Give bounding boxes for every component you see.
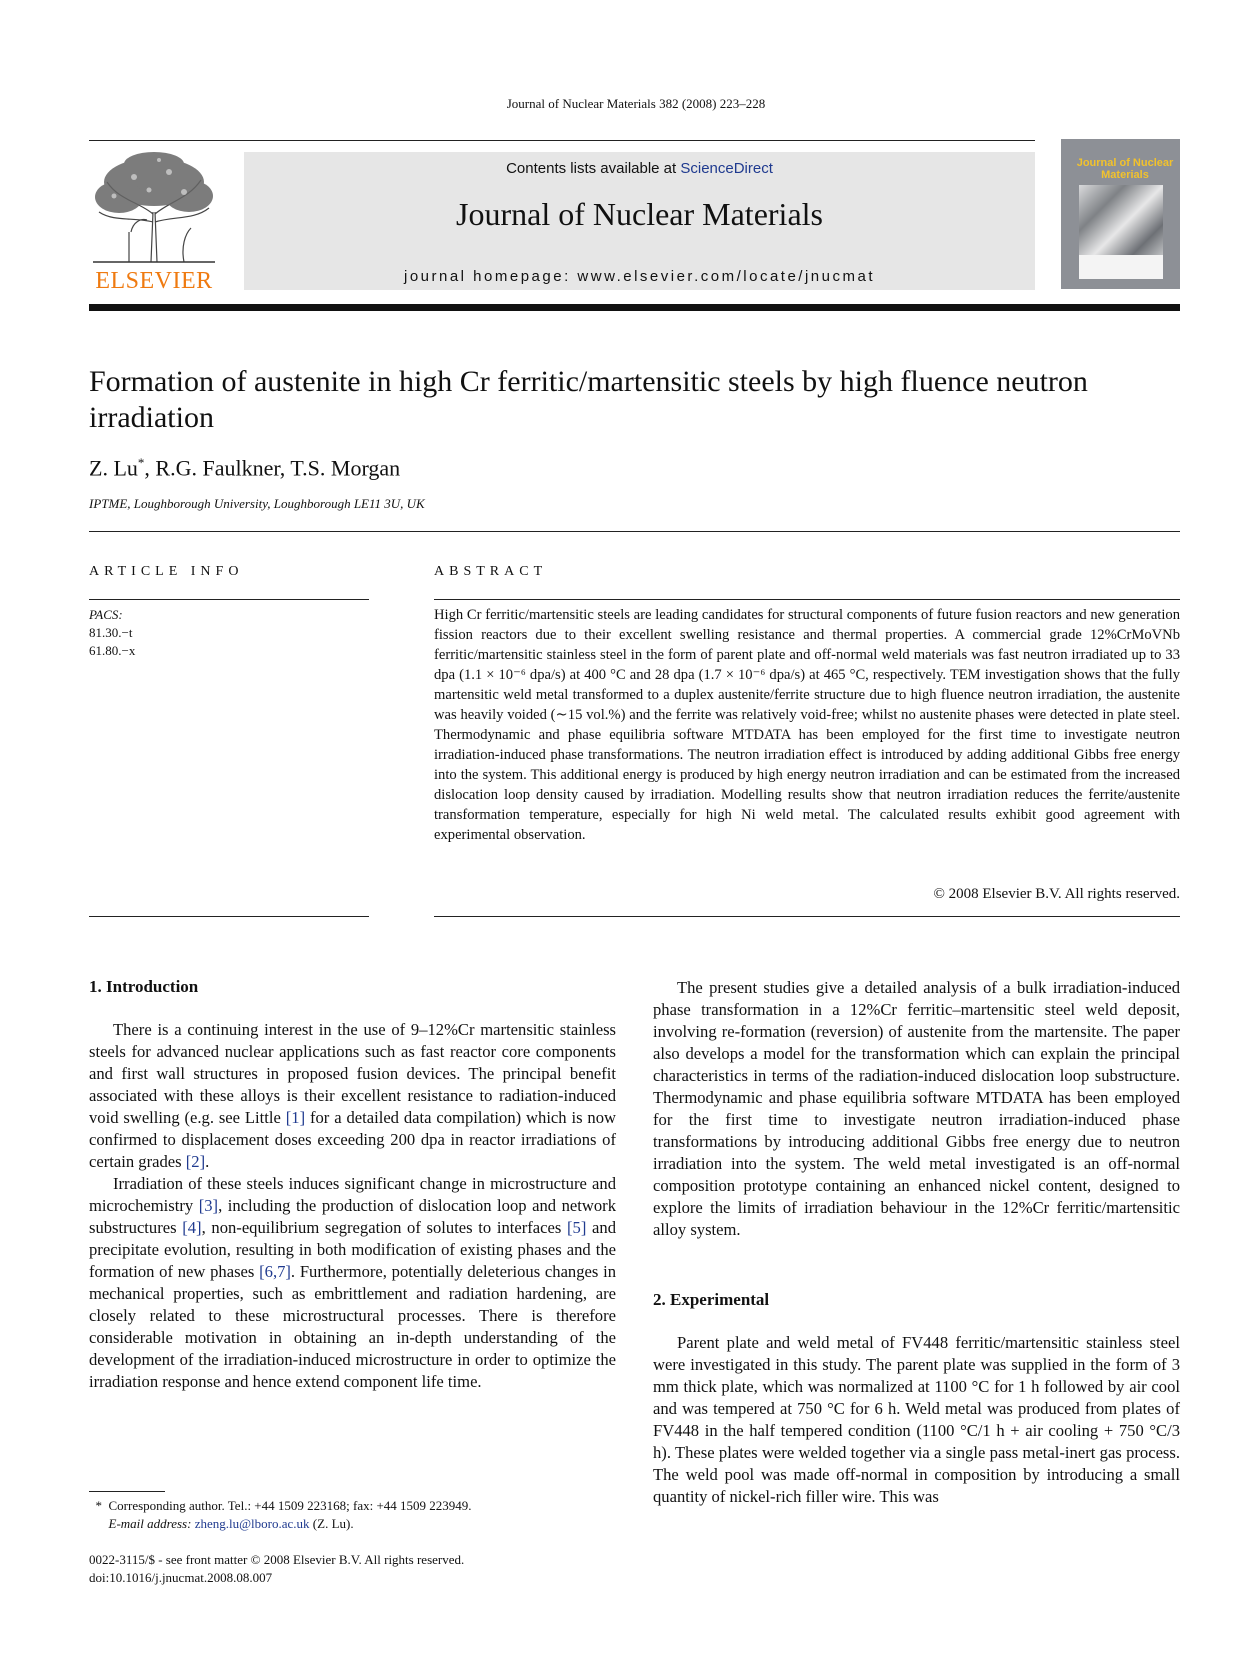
section-heading-introduction: 1. Introduction [89, 977, 199, 996]
elsevier-logo[interactable] [89, 152, 219, 292]
text-run: for a detailed data compilation) which is now confirmed to displacement doses exceeding 200 dpa in reactor irradiations of certain grades [89, 1108, 616, 1171]
affiliation: IPTME, Loughborough University, Loughborough LE11 3U, UK [89, 496, 425, 511]
pacs-code: 61.80.−x [89, 643, 136, 658]
footnote [89, 1497, 629, 1533]
footnote-rule [89, 1491, 165, 1492]
journal-homepage-link[interactable]: journal homepage: www.elsevier.com/locate/jnucmat [403, 268, 875, 285]
header-rule [89, 140, 1035, 141]
text-run: , non-equilibrium segregation of solutes to interfaces [201, 1218, 568, 1237]
abstract-rule-top [434, 599, 1180, 600]
text-run: Irradiation of these steels induces significant change in microstructure and microchemistry [89, 1174, 616, 1215]
elsevier-wordmark: ELSEVIER [95, 268, 213, 294]
article-info-rule-bottom [89, 916, 369, 917]
author-list [89, 455, 400, 481]
reference-link[interactable]: [5] [567, 1218, 587, 1237]
email-label: E-mail address: [108, 1516, 192, 1531]
reference-link[interactable]: [4] [182, 1218, 202, 1237]
column-left [89, 1019, 616, 1393]
pacs-label: PACS: [89, 607, 123, 622]
issn-line: 0022-3115/$ - see front matter © 2008 Elsevier B.V. All rights reserved. [89, 1552, 465, 1567]
text-run: There is a continuing interest in the use of 9–12%Cr martensitic stainless steels for advanced nuclear applications such as fast reactor core components and first wall structures in proposed fusion devices. The principal benefit associated with these alloys is their excellent resistance to radiation-induced void swelling (e.g. see Little [89, 1020, 616, 1127]
reference-link[interactable]: [3] [198, 1196, 219, 1215]
column-right [653, 977, 1180, 1241]
abstract-heading: ABSTRACT [434, 564, 548, 579]
paragraph: The present studies give a detailed analysis of a bulk irradiation-induced phase transformation in a 12%Cr ferritic–martensitic steel weld deposit, involving re-formation (reversion) of austenite from the martensite. The paper also develops a model for the transformation which can explain the principal characteristics in terms of the radiation-induced dislocation loop substructure. Thermodynamic and phase equilibria software MTDATA has been employed for the first time to investigate neutron irradiation-induced phase transformations by introducing additional Gibbs free energy due to neutron irradiation into the system. The weld metal investigated is an off-normal composition prototype containing an enhanced nickel content, designed to explore the limits of irradiation behaviour in the 12%Cr ferritic/martensitic alloy system. [653, 978, 1180, 1239]
header-thick-rule [89, 304, 1180, 311]
paragraph [89, 1173, 616, 1393]
paragraph: Parent plate and weld metal of FV448 ferritic/martensitic stainless steel were investigated in this study. The parent plate was supplied in the form of 3 mm thick plate, which was normalized at 1100 °C for 1 h followed by air cool and was tempered at 750 °C for 6 h. Weld metal was produced from plates of FV448 in the half tempered condition (1100 °C/1 h + air cooling + 750 °C/3 h). These plates were welded together via a single pass metal-inert gas process. The weld pool was made off-normal in composition by introducing a small quantity of nickel-rich filler wire. This was [653, 1333, 1180, 1506]
sciencedirect-link[interactable]: ScienceDirect [680, 160, 773, 177]
article-info-rule-top [89, 599, 369, 600]
contents-line [244, 160, 1035, 177]
section-heading-experimental: 2. Experimental [653, 1290, 770, 1309]
author-rest: , R.G. Faulkner, T.S. Morgan [144, 455, 401, 481]
cover-title: Journal of Nuclear Materials [1076, 157, 1174, 181]
reference-link[interactable]: [2] [185, 1152, 206, 1171]
abstract-copyright: © 2008 Elsevier B.V. All rights reserved. [933, 886, 1180, 902]
paragraph [89, 1019, 616, 1173]
footnote-mark: * [95, 1498, 102, 1513]
pacs-block [89, 606, 135, 660]
abstract-rule-bottom [434, 916, 1180, 917]
article-info-heading: ARTICLE INFO [89, 564, 244, 579]
email-link[interactable]: zheng.lu@lboro.ac.uk [194, 1516, 310, 1531]
email-line [89, 1515, 629, 1533]
text-run: . [205, 1152, 210, 1171]
title-rule [89, 531, 1180, 532]
elsevier-tree-icon [89, 152, 219, 264]
corresponding-author-note [89, 1497, 629, 1515]
column-right-lower [653, 1332, 1180, 1508]
reference-link[interactable]: [1] [285, 1108, 306, 1127]
corresponding-text: Corresponding author. Tel.: +44 1509 223168; fax: +44 1509 223949. [108, 1498, 472, 1513]
cover-image [1079, 185, 1163, 255]
abstract-text: High Cr ferritic/martensitic steels are leading candidates for structural components of future fusion reactors and new generation fission reactors due to their excellent swelling resistance and thermal properties. A commercial grade 12%CrMoVNb ferritic/martensitic stainless steel in the form of parent plate and off-normal weld materials was fast neutron irradiated up to 33 dpa (1.1 × 10⁻⁶ dpa/s) at 400 °C and 28 dpa (1.7 × 10⁻⁶ dpa/s) at 465 °C, respectively. TEM investigation shows that the fully martensitic weld metal transformed to a duplex austenite/ferrite structure due to high fluence neutron irradiation, the austenite was heavily voided (∼15 vol.%) and the ferrite was relatively void-free; whilst no austenite phases were detected in plate steel. Thermodynamic and phase equilibria software MTDATA has been employed for the first time to investigate neutron irradiation-induced phase transformations. The neutron irradiation effect is introduced by adding additional Gibbs free energy into the system. This additional energy is produced by high energy neutron irradiation and can be estimated from the increased dislocation loop density caused by irradiation. Modelling results show that neutron irradiation reduces the ferrite/austenite transformation temperature, especially for high Ni weld metal. The calculated results exhibit good agreement with experimental observation. [434, 607, 1180, 843]
contents-prefix: Contents lists available at [506, 160, 681, 177]
pacs-code: 81.30.−t [89, 625, 133, 640]
corresponding-author-mark[interactable]: * [137, 455, 145, 470]
text-run: . Furthermore, potentially deleterious changes in mechanical properties, such as embrittlement and radiation hardening, are closely related to these microstructural processes. There is therefore considerable motivation in obtaining an in-depth understanding of the development of the irradiation-induced microstructure in order to optimize the irradiation response and hence extend component life time. [89, 1262, 616, 1391]
reference-link[interactable]: [6,7] [259, 1262, 291, 1281]
journal-citation: Journal of Nuclear Materials 382 (2008) 223–228 [506, 96, 766, 111]
front-matter [89, 1551, 464, 1587]
journal-name: Journal of Nuclear Materials [456, 196, 823, 232]
journal-banner [244, 152, 1035, 290]
text-run: , including the production of dislocation loop and network substructures [89, 1196, 616, 1237]
article-title: Formation of austenite in high Cr ferritic/martensitic steels by high fluence neutron irradiation [89, 365, 1088, 434]
email-suffix: (Z. Lu). [309, 1516, 354, 1531]
doi-line[interactable]: doi:10.1016/j.jnucmat.2008.08.007 [89, 1570, 273, 1585]
author-first[interactable]: Z. Lu [89, 455, 138, 481]
cover-panel [1079, 255, 1163, 279]
text-run: and precipitate evolution, resulting in both modification of existing phases and the formation of new phases [89, 1218, 616, 1281]
journal-cover-thumbnail[interactable] [1061, 139, 1180, 289]
